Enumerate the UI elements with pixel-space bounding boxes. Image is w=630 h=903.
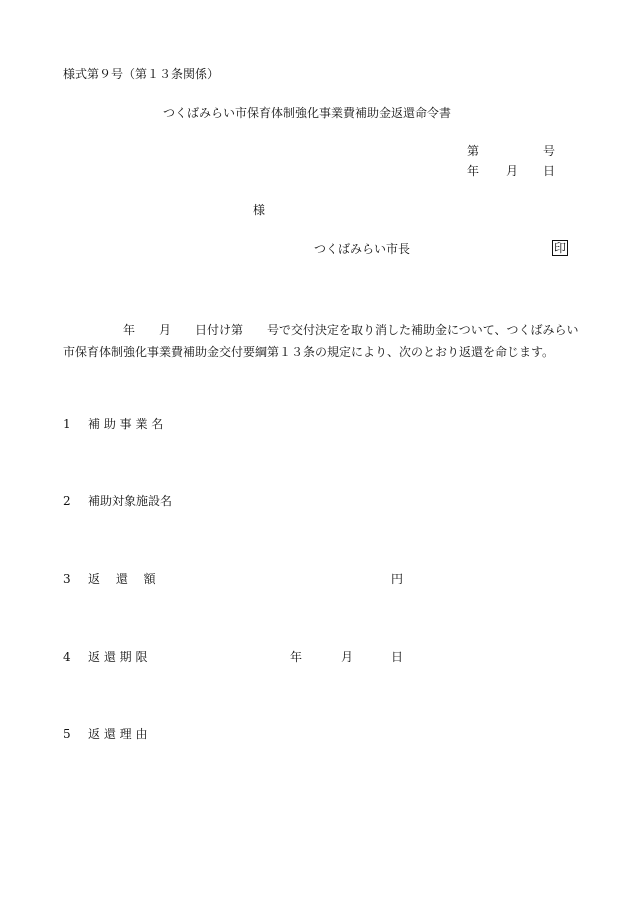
issue-date-month: 月: [506, 164, 519, 178]
issue-date-year: 年: [467, 164, 480, 178]
issue-number-suffix: 号: [543, 144, 556, 158]
item-4-year: 年: [290, 650, 303, 664]
issuer-name: つくばみらい市長: [314, 242, 411, 256]
item-1-label: 補 助 事 業 名: [88, 417, 164, 431]
issue-number-prefix: 第: [467, 144, 480, 158]
item-2-number: 2: [63, 494, 71, 508]
body-paragraph: 年 月 日付け第 号で交付決定を取り消した補助金について、つくばみらい市保育体制強化事業費補助金交付要綱第１３条の規定により、次のとおり返還を命じます。: [63, 323, 579, 359]
item-1-number: 1: [63, 417, 71, 431]
issue-date-day: 日: [543, 164, 556, 178]
item-4-month: 月: [341, 650, 354, 664]
item-5-label: 返 還 理 由: [88, 727, 148, 741]
item-4-label: 返 還 期 限: [88, 650, 148, 664]
item-3-label: 返 還 額: [88, 572, 156, 586]
item-3-number: 3: [63, 572, 71, 586]
item-5-number: 5: [63, 727, 71, 741]
addressee-suffix: 様: [253, 203, 266, 217]
item-4-number: 4: [63, 650, 71, 664]
seal-mark: 印: [554, 241, 567, 255]
form-number: 様式第９号（第１３条関係）: [63, 67, 220, 81]
item-4-day: 日: [391, 650, 404, 664]
item-2-label: 補助対象施設名: [88, 494, 173, 508]
document-title: つくばみらい市保育体制強化事業費補助金返還命令書: [163, 106, 452, 120]
item-3-unit: 円: [391, 572, 404, 586]
